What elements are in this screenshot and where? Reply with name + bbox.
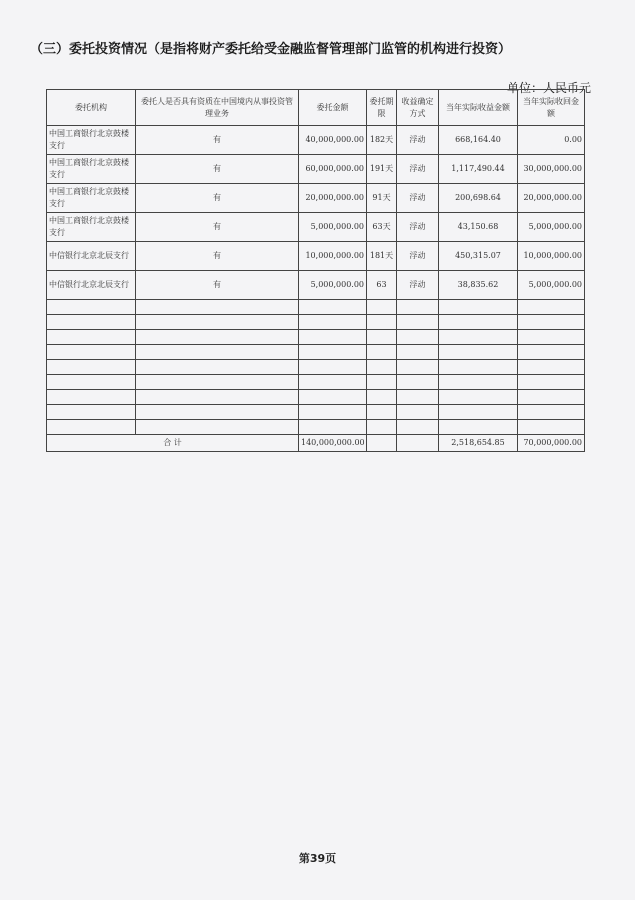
amount-cell: 5,000,000.00: [299, 213, 367, 242]
table-row: [47, 242, 585, 271]
table-row: [47, 271, 585, 300]
org-cell: 中信银行北京北辰支行: [47, 242, 136, 271]
column-header: 委托人是否具有资质在中国境内从事投资管理业务: [136, 90, 299, 126]
org-cell: 中国工商银行北京鼓楼支行: [47, 184, 136, 213]
method-cell: 浮动: [397, 213, 439, 242]
qualified-cell: 有: [136, 213, 299, 242]
income-cell: 200,698.64: [439, 184, 518, 213]
empty-row: [47, 315, 585, 330]
income-cell: 450,315.07: [439, 242, 518, 271]
column-header: 当年实际收益金额: [439, 90, 518, 126]
recovered-cell: 5,000,000.00: [518, 213, 585, 242]
empty-row: [47, 390, 585, 405]
total-recovered: 70,000,000.00: [518, 435, 585, 452]
currency-unit: 单位：人民币元: [506, 81, 591, 95]
recovered-cell: 30,000,000.00: [518, 155, 585, 184]
term-cell: 63天: [367, 213, 397, 242]
table-row: [47, 155, 585, 184]
page-number: 第39页: [298, 852, 337, 865]
term-cell: 181天: [367, 242, 397, 271]
term-cell: 63: [367, 271, 397, 300]
table-header-row: [47, 90, 585, 126]
org-cell: 中国工商银行北京鼓楼支行: [47, 213, 136, 242]
empty-row: [47, 420, 585, 435]
term-cell: 191天: [367, 155, 397, 184]
empty-row: [47, 405, 585, 420]
table-row: [47, 213, 585, 242]
total-income: 2,518,654.85: [439, 435, 518, 452]
qualified-cell: 有: [136, 155, 299, 184]
term-cell: 182天: [367, 126, 397, 155]
recovered-cell: 0.00: [518, 126, 585, 155]
empty-row: [47, 345, 585, 360]
empty-row: [47, 360, 585, 375]
method-cell: 浮动: [397, 242, 439, 271]
org-cell: 中国工商银行北京鼓楼支行: [47, 155, 136, 184]
empty-row: [47, 300, 585, 315]
total-label: 合 计: [47, 435, 299, 452]
table-row: [47, 184, 585, 213]
amount-cell: 5,000,000.00: [299, 271, 367, 300]
qualified-cell: 有: [136, 126, 299, 155]
qualified-cell: 有: [136, 184, 299, 213]
income-cell: 668,164.40: [439, 126, 518, 155]
method-cell: 浮动: [397, 184, 439, 213]
amount-cell: 40,000,000.00: [299, 126, 367, 155]
entrusted-investment-table: [46, 89, 585, 452]
amount-cell: 10,000,000.00: [299, 242, 367, 271]
org-cell: 中国工商银行北京鼓楼支行: [47, 126, 136, 155]
column-header: 收益确定方式: [397, 90, 439, 126]
column-header: 委托机构: [47, 90, 136, 126]
empty-row: [47, 375, 585, 390]
qualified-cell: 有: [136, 271, 299, 300]
income-cell: 43,150.68: [439, 213, 518, 242]
recovered-cell: 20,000,000.00: [518, 184, 585, 213]
income-cell: 1,117,490.44: [439, 155, 518, 184]
method-cell: 浮动: [397, 155, 439, 184]
term-cell: 91天: [367, 184, 397, 213]
method-cell: 浮动: [397, 126, 439, 155]
amount-cell: 20,000,000.00: [299, 184, 367, 213]
recovered-cell: 10,000,000.00: [518, 242, 585, 271]
org-cell: 中信银行北京北辰支行: [47, 271, 136, 300]
method-cell: 浮动: [397, 271, 439, 300]
section-heading: （三）委托投资情况（是指将财产委托给受金融监督管理部门监管的机构进行投资）: [30, 42, 512, 57]
empty-row: [47, 330, 585, 345]
total-row: [47, 435, 585, 452]
qualified-cell: 有: [136, 242, 299, 271]
recovered-cell: 5,000,000.00: [518, 271, 585, 300]
table-row: [47, 126, 585, 155]
income-cell: 38,835.62: [439, 271, 518, 300]
total-amount: 140,000,000.00: [299, 435, 367, 452]
column-header: 当年实际收回金额: [518, 90, 585, 126]
column-header: 委托期限: [367, 90, 397, 126]
column-header: 委托金额: [299, 90, 367, 126]
amount-cell: 60,000,000.00: [299, 155, 367, 184]
